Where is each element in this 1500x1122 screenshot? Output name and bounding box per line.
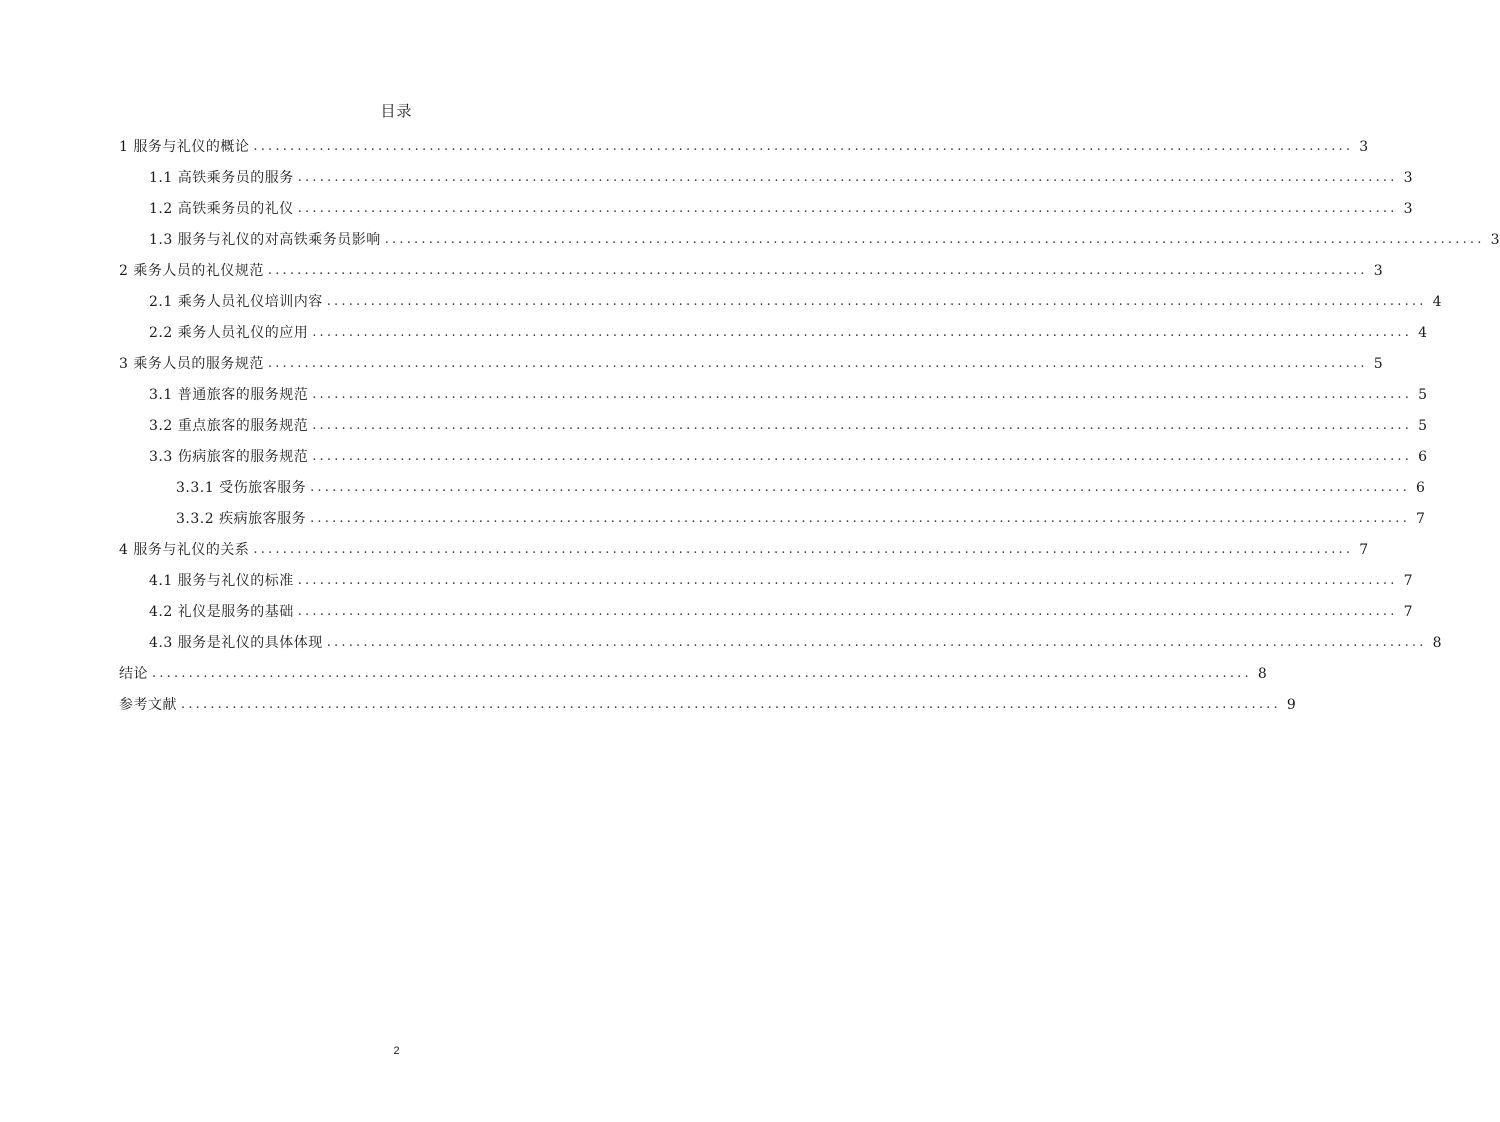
toc-dot-leader: ...................................................................................................................................................... [181, 696, 1281, 712]
toc-entry-page-number: 7 [1403, 603, 1413, 620]
toc-entry-page-number: 3 [1403, 169, 1413, 186]
toc-entry-page-number: 6 [1418, 448, 1427, 465]
toc-entry-page-number: 7 [1415, 510, 1425, 527]
toc-dot-leader: ...................................................................................................................................................... [297, 169, 1398, 185]
toc-dot-leader: ...................................................................................................................................................... [152, 665, 1252, 681]
toc-entry[interactable] [119, 348, 1383, 379]
toc-entry-label: 2 乘务人员的礼仪规范 [119, 262, 264, 279]
toc-entry[interactable] [119, 658, 1267, 689]
toc-entry[interactable] [119, 131, 1369, 162]
toc-entry[interactable] [119, 565, 1413, 596]
toc-entry-page-number: 7 [1359, 541, 1369, 558]
toc-dot-leader: ...................................................................................................................................................... [297, 603, 1398, 619]
toc-entry-page-number: 7 [1403, 572, 1413, 589]
toc-entry-label: 1.2 高铁乘务员的礼仪 [149, 200, 294, 217]
toc-dot-leader: ...................................................................................................................................................... [267, 355, 1368, 371]
toc-dot-leader: ...................................................................................................................................................... [384, 231, 1485, 247]
toc-entry[interactable] [119, 534, 1369, 565]
toc-dot-leader: ...................................................................................................................................................... [326, 634, 1427, 650]
toc-entry[interactable] [119, 317, 1427, 348]
toc-dot-leader: ...................................................................................................................................................... [267, 262, 1368, 278]
toc-dot-leader: ...................................................................................................................................................... [297, 572, 1398, 588]
toc-entry-page-number: 3 [1359, 138, 1369, 155]
toc-dot-leader: ...................................................................................................................................................... [312, 386, 1413, 402]
toc-entry-page-number: 3 [1403, 200, 1413, 217]
toc-entry[interactable] [119, 410, 1427, 441]
toc-entry-page-number: 3 [1373, 262, 1383, 279]
toc-entry-label: 2.2 乘务人员礼仪的应用 [149, 324, 309, 341]
toc-dot-leader: ...................................................................................................................................................... [253, 541, 1354, 557]
toc-entry-page-number: 8 [1257, 665, 1267, 682]
toc-entry-label: 3.3.1 受伤旅客服务 [176, 479, 307, 496]
toc-entry[interactable] [119, 596, 1413, 627]
toc-entry-page-number: 9 [1286, 696, 1296, 713]
toc-entry-label: 4 服务与礼仪的关系 [119, 541, 250, 558]
toc-dot-leader: ...................................................................................................................................................... [312, 448, 1413, 464]
toc-entry[interactable] [119, 689, 1296, 720]
toc-entry-page-number: 3 [1490, 231, 1500, 248]
toc-entry-label: 1.1 高铁乘务员的服务 [149, 169, 294, 186]
toc-entry-page-number: 4 [1418, 324, 1427, 341]
toc-entry-label: 4.3 服务是礼仪的具体体现 [149, 634, 323, 651]
page-number: 2 [393, 1045, 400, 1057]
table-of-contents [119, 131, 1500, 720]
toc-entry[interactable] [119, 193, 1413, 224]
toc-entry-page-number: 8 [1432, 634, 1442, 651]
toc-entry-label: 1 服务与礼仪的概论 [119, 138, 250, 155]
toc-dot-leader: ...................................................................................................................................................... [297, 200, 1398, 216]
toc-entry-label: 3.1 普通旅客的服务规范 [149, 386, 309, 403]
toc-dot-leader: ...................................................................................................................................................... [310, 479, 1410, 495]
toc-entry-page-number: 5 [1418, 386, 1427, 403]
toc-entry[interactable] [119, 162, 1413, 193]
toc-entry-label: 3 乘务人员的服务规范 [119, 355, 264, 372]
toc-dot-leader: ...................................................................................................................................................... [310, 510, 1410, 526]
toc-entry[interactable] [119, 627, 1442, 658]
toc-entry-label: 2.1 乘务人员礼仪培训内容 [149, 293, 323, 310]
toc-entry-label: 结论 [119, 665, 148, 682]
toc-entry[interactable] [119, 503, 1425, 534]
toc-entry-label: 3.3 伤病旅客的服务规范 [149, 448, 309, 465]
toc-entry-page-number: 5 [1418, 417, 1427, 434]
toc-entry-page-number: 6 [1415, 479, 1425, 496]
toc-dot-leader: ...................................................................................................................................................... [253, 138, 1354, 154]
toc-entry[interactable] [119, 441, 1427, 472]
toc-dot-leader: ...................................................................................................................................................... [326, 293, 1427, 309]
toc-entry-label: 3.3.2 疾病旅客服务 [176, 510, 307, 527]
toc-entry-label: 1.3 服务与礼仪的对高铁乘务员影响 [149, 231, 381, 248]
toc-entry-label: 3.2 重点旅客的服务规范 [149, 417, 309, 434]
toc-entry[interactable] [119, 255, 1383, 286]
toc-entry-label: 4.2 礼仪是服务的基础 [149, 603, 294, 620]
toc-entry-page-number: 5 [1373, 355, 1383, 372]
toc-entry-label: 4.1 服务与礼仪的标准 [149, 572, 294, 589]
toc-title: 目录 [380, 102, 413, 120]
toc-entry[interactable] [119, 224, 1500, 255]
toc-entry[interactable] [119, 379, 1427, 410]
toc-entry-label: 参考文献 [119, 696, 177, 713]
toc-entry[interactable] [119, 286, 1442, 317]
toc-dot-leader: ...................................................................................................................................................... [312, 417, 1413, 433]
toc-entry[interactable] [119, 472, 1425, 503]
toc-dot-leader: ...................................................................................................................................................... [312, 324, 1413, 340]
toc-entry-page-number: 4 [1432, 293, 1442, 310]
